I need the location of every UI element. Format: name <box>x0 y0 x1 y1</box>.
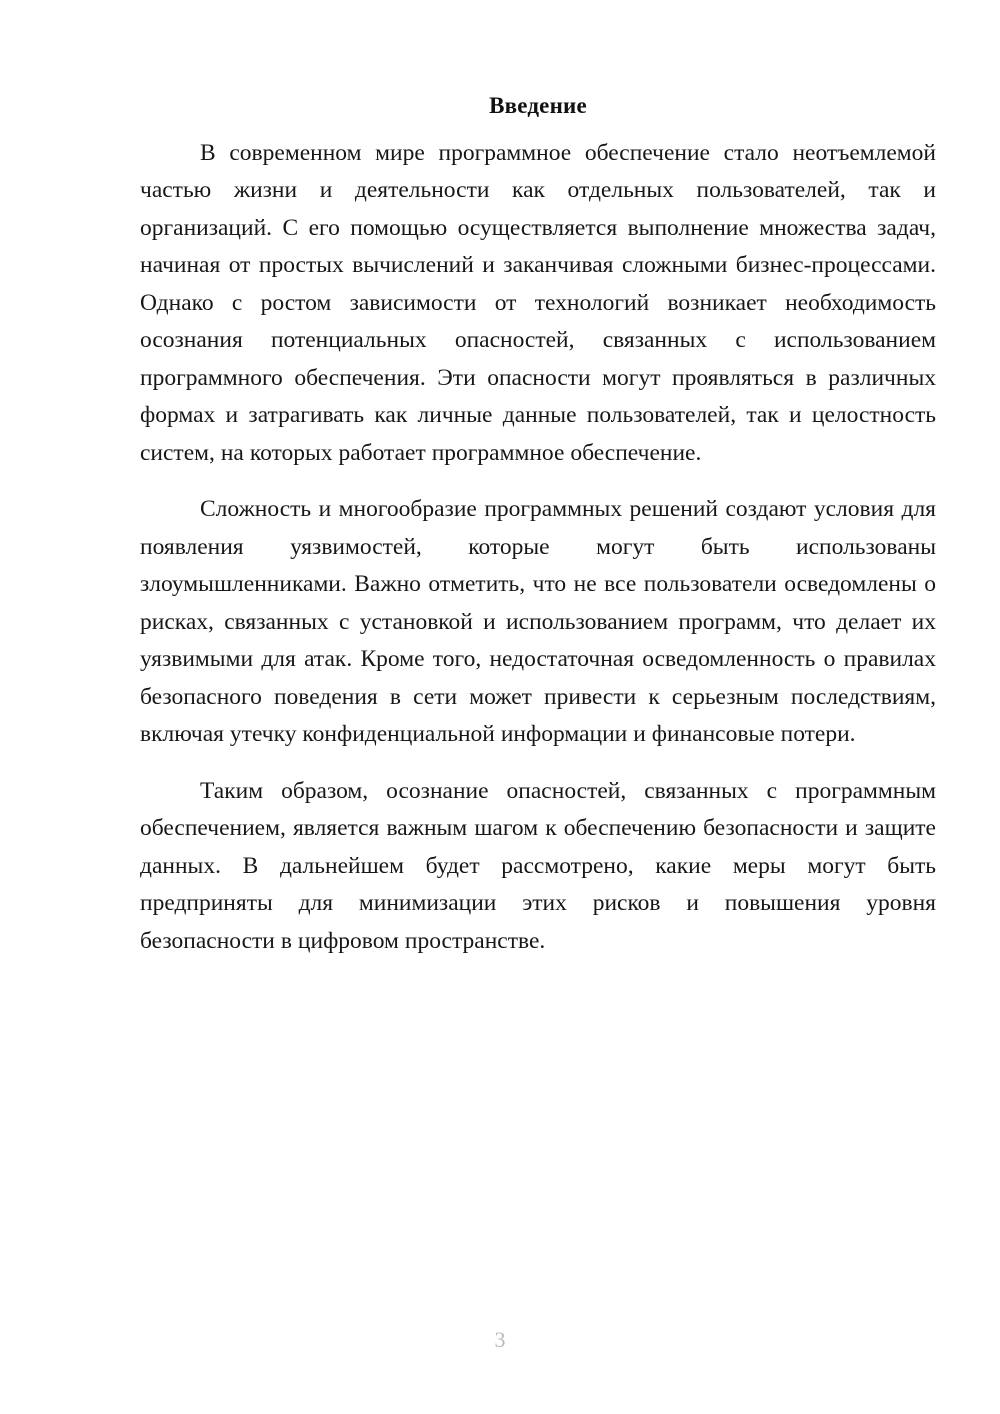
body-paragraph: Сложность и многообразие программных решений создают условия для появления уязвимостей, которые могут быть использованы злоумышленниками. Важно отметить, что не все пользователи осведомлены о рисках, связанных с установкой и использованием программ, что делает их уязвимыми для атак. Кроме того, недостаточная осведомленность о правилах безопасного поведения в сети может привести к серьезным последствиям, включая утечку конфиденциальной информации и финансовые потери. <box>140 496 936 748</box>
body-paragraph: Таким образом, осознание опасностей, связанных с программным обеспечением, является важным шагом к обеспечению безопасности и защите данных. В дальнейшем будет рассмотрено, какие меры могут быть предприняты для минимизации этих рисков и повышения уровня безопасности в цифровом пространстве. <box>140 777 936 954</box>
page-title: Введение <box>489 93 587 118</box>
body-paragraph: В современном мире программное обеспечение стало неотъемлемой частью жизни и деятельности как отдельных пользователей, так и организаций. С его помощью осуществляется выполнение множества задач, начиная от простых вычислений и заканчивая сложными бизнес-процессами. Однако с ростом зависимости от технологий возникает необходимость осознания потенциальных опасностей, связанных с использованием программного обеспечения. Эти опасности могут проявляться в различных формах и затрагивать как личные данные пользователей, так и целостность систем, на которых работает программное обеспечение. <box>140 139 936 466</box>
document-text-column <box>140 92 936 960</box>
page-number: 3 <box>494 1327 506 1352</box>
